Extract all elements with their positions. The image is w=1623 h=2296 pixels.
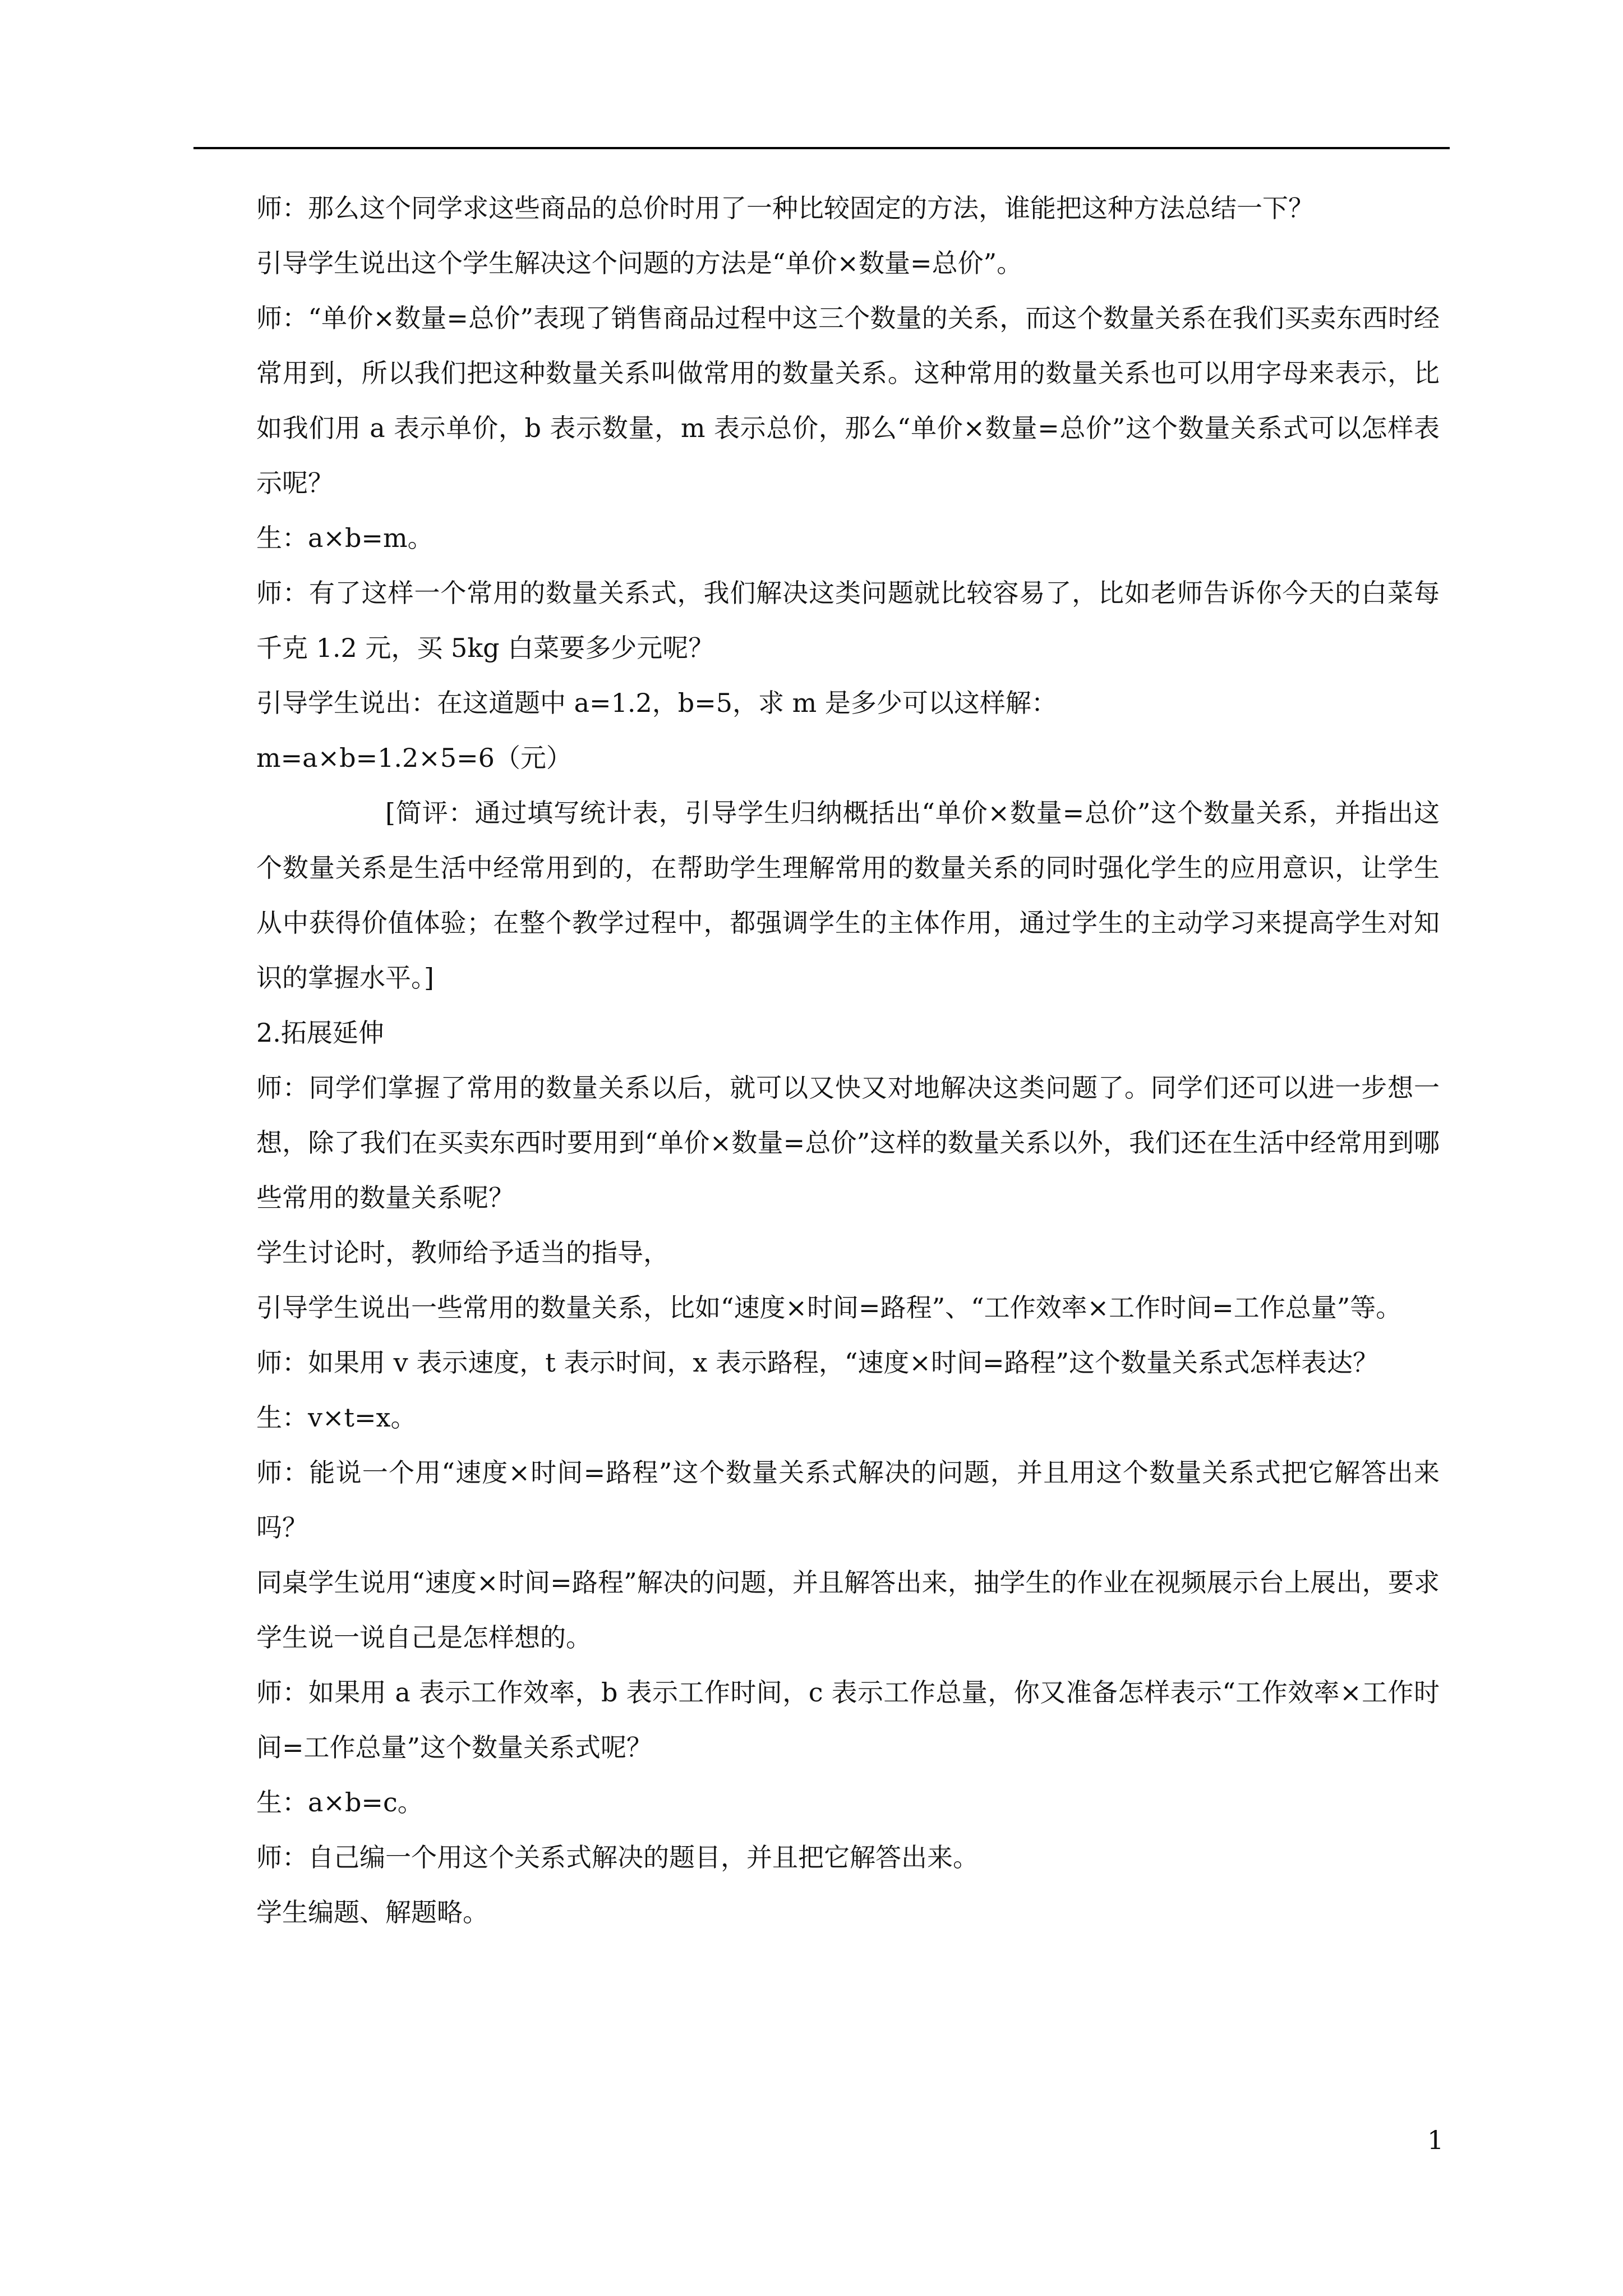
paragraph: 师：如果用 a 表示工作效率，b 表示工作时间，c 表示工作总量，你又准备怎样表示“工作效率×工作时间=工作总量”这个数量关系式呢？ <box>256 1677 1440 1763</box>
paragraph: 师：“单价×数量=总价”表现了销售商品过程中这三个数量的关系，而这个数量关系在我们买卖东西时经常用到，所以我们把这种数量关系叫做常用的数量关系。这种常用的数量关系也可以用字母来表示，比如我们用 a 表示单价，b 表示数量，m 表示总价，那么“单价×数量=总价”这个数量关系式可以怎样表示呢？ <box>256 303 1440 498</box>
paragraph: 师：有了这样一个常用的数量关系式，我们解决这类问题就比较容易了，比如老师告诉你今天的白菜每千克 1.2 元，买 5kg 白菜要多少元呢？ <box>256 578 1440 663</box>
paragraph: 学生编题、解题略。 <box>256 1897 488 1927</box>
section-heading: 2.拓展延伸 <box>256 1018 384 1048</box>
paragraph: 引导学生说出这个学生解决这个问题的方法是“单价×数量=总价”。 <box>256 248 1023 278</box>
paragraph: 引导学生说出一些常用的数量关系，比如“速度×时间=路程”、“工作效率×工作时间=工作总量”等。 <box>256 1292 1402 1323</box>
paragraph: 师：同学们掌握了常用的数量关系以后，就可以又快又对地解决这类问题了。同学们还可以进一步想一想，除了我们在买卖东西时要用到“单价×数量=总价”这样的数量关系以外，我们还在生活中经常用到哪些常用的数量关系呢？ <box>256 1073 1440 1213</box>
paragraph: 生：a×b=c。 <box>256 1787 423 1818</box>
document-body <box>256 181 1440 1940</box>
commentary-paragraph: [简评：通过填写统计表，引导学生归纳概括出“单价×数量=总价”这个数量关系，并指出这个数量关系是生活中经常用到的，在帮助学生理解常用的数量关系的同时强化学生的应用意识，让学生从中获得价值体验；在整个教学过程中，都强调学生的主体作用，通过学生的主动学习来提高学生对知识的掌握水平。] <box>256 798 1440 993</box>
paragraph: 师：如果用 v 表示速度，t 表示时间，x 表示路程，“速度×时间=路程”这个数量关系式怎样表达？ <box>256 1347 1379 1378</box>
paragraph: 生：a×b=m。 <box>256 523 434 553</box>
paragraph: 学生讨论时，教师给予适当的指导， <box>256 1237 669 1268</box>
paragraph: 引导学生说出：在这道题中 a=1.2，b=5，求 m 是多少可以这样解： <box>256 688 1057 718</box>
paragraph: 同桌学生说用“速度×时间=路程”解决的问题，并且解答出来，抽学生的作业在视频展示台上展出，要求学生说一说自己是怎样想的。 <box>256 1567 1440 1653</box>
paragraph: m=a×b=1.2×5=6（元） <box>256 743 572 773</box>
page-number: 1 <box>1427 2125 1444 2155</box>
paragraph: 师：那么这个同学求这些商品的总价时用了一种比较固定的方法，谁能把这种方法总结一下？ <box>256 193 1314 223</box>
paragraph: 师：能说一个用“速度×时间=路程”这个数量关系式解决的问题，并且用这个数量关系式把它解答出来吗？ <box>256 1457 1440 1543</box>
paragraph: 生：v×t=x。 <box>256 1402 417 1433</box>
paragraph: 师：自己编一个用这个关系式解决的题目，并且把它解答出来。 <box>256 1842 979 1872</box>
header-rule <box>193 147 1450 149</box>
